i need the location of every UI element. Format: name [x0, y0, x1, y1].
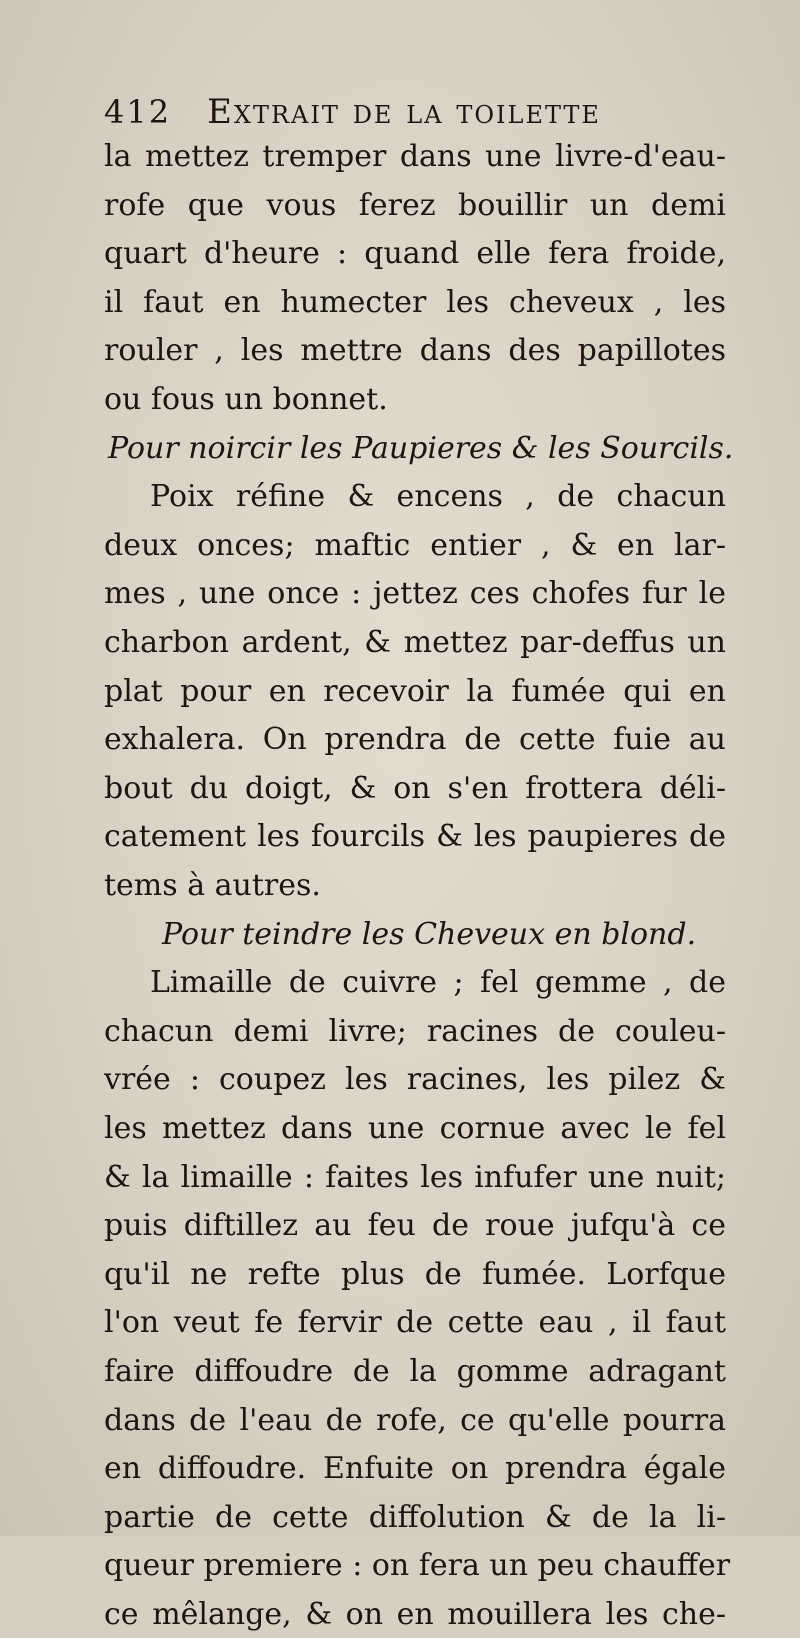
text-line: charbon ardent, & mettez par-deffus un: [104, 625, 726, 660]
text-line: partie de cette diffolution & de la li-: [104, 1500, 726, 1535]
section-heading: Pour teindre les Cheveux en blond.: [162, 917, 697, 952]
text-line: ce mêlange, & on en mouillera les che-: [104, 1597, 726, 1632]
text-line: & la limaille : faites les infufer une nuit;: [104, 1160, 726, 1195]
text-line: dans de l'eau de rofe, ce qu'elle pourra: [104, 1403, 726, 1438]
text-line: en diffoudre. Enfuite on prendra égale: [104, 1451, 726, 1486]
text-line: mes , une once : jettez ces chofes fur le: [104, 576, 726, 611]
text-line: qu'il ne refte plus de fumée. Lorfque: [104, 1257, 726, 1292]
text-line: plat pour en recevoir la fumée qui en: [104, 674, 726, 709]
text-line: quart d'heure : quand elle fera froide,: [104, 236, 726, 271]
text-line: il faut en humecter les cheveux , les: [104, 285, 726, 320]
text-line: exhalera. On prendra de cette fuie au: [104, 722, 726, 757]
text-line: catement les fourcils & les paupieres de: [104, 819, 726, 854]
text-line: tems à autres.: [104, 868, 321, 903]
text-line: faire diffoudre de la gomme adragant: [104, 1354, 726, 1389]
text-line: deux onces; maftic entier , & en lar-: [104, 528, 726, 563]
text-line: l'on veut fe fervir de cette eau , il faut: [104, 1305, 726, 1340]
text-line: ou fous un bonnet.: [104, 382, 388, 417]
running-title: Extrait de la toilette: [207, 92, 601, 132]
text-line: Limaille de cuivre ; fel gemme , de: [150, 965, 726, 1000]
text-line: la mettez tremper dans une livre-d'eau-: [104, 139, 726, 174]
text-line: rofe que vous ferez bouillir un demi: [104, 188, 726, 223]
text-line: bout du doigt, & on s'en frottera déli-: [104, 771, 726, 806]
text-line: rouler , les mettre dans des papillotes: [104, 333, 726, 368]
page-number: 412: [104, 93, 172, 131]
text-line: vrée : coupez les racines, les pilez &: [104, 1062, 726, 1097]
text-line: chacun demi livre; racines de couleu-: [104, 1014, 726, 1049]
section-heading: Pour noircir les Paupieres & les Sourcils.: [108, 431, 734, 466]
text-line: les mettez dans une cornue avec le fel: [104, 1111, 726, 1146]
text-line: Poix réfine & encens , de chacun: [150, 479, 726, 514]
text-line: puis diftillez au feu de roue jufqu'à ce: [104, 1208, 726, 1243]
text-line: queur premiere : on fera un peu chauffer: [104, 1548, 731, 1583]
